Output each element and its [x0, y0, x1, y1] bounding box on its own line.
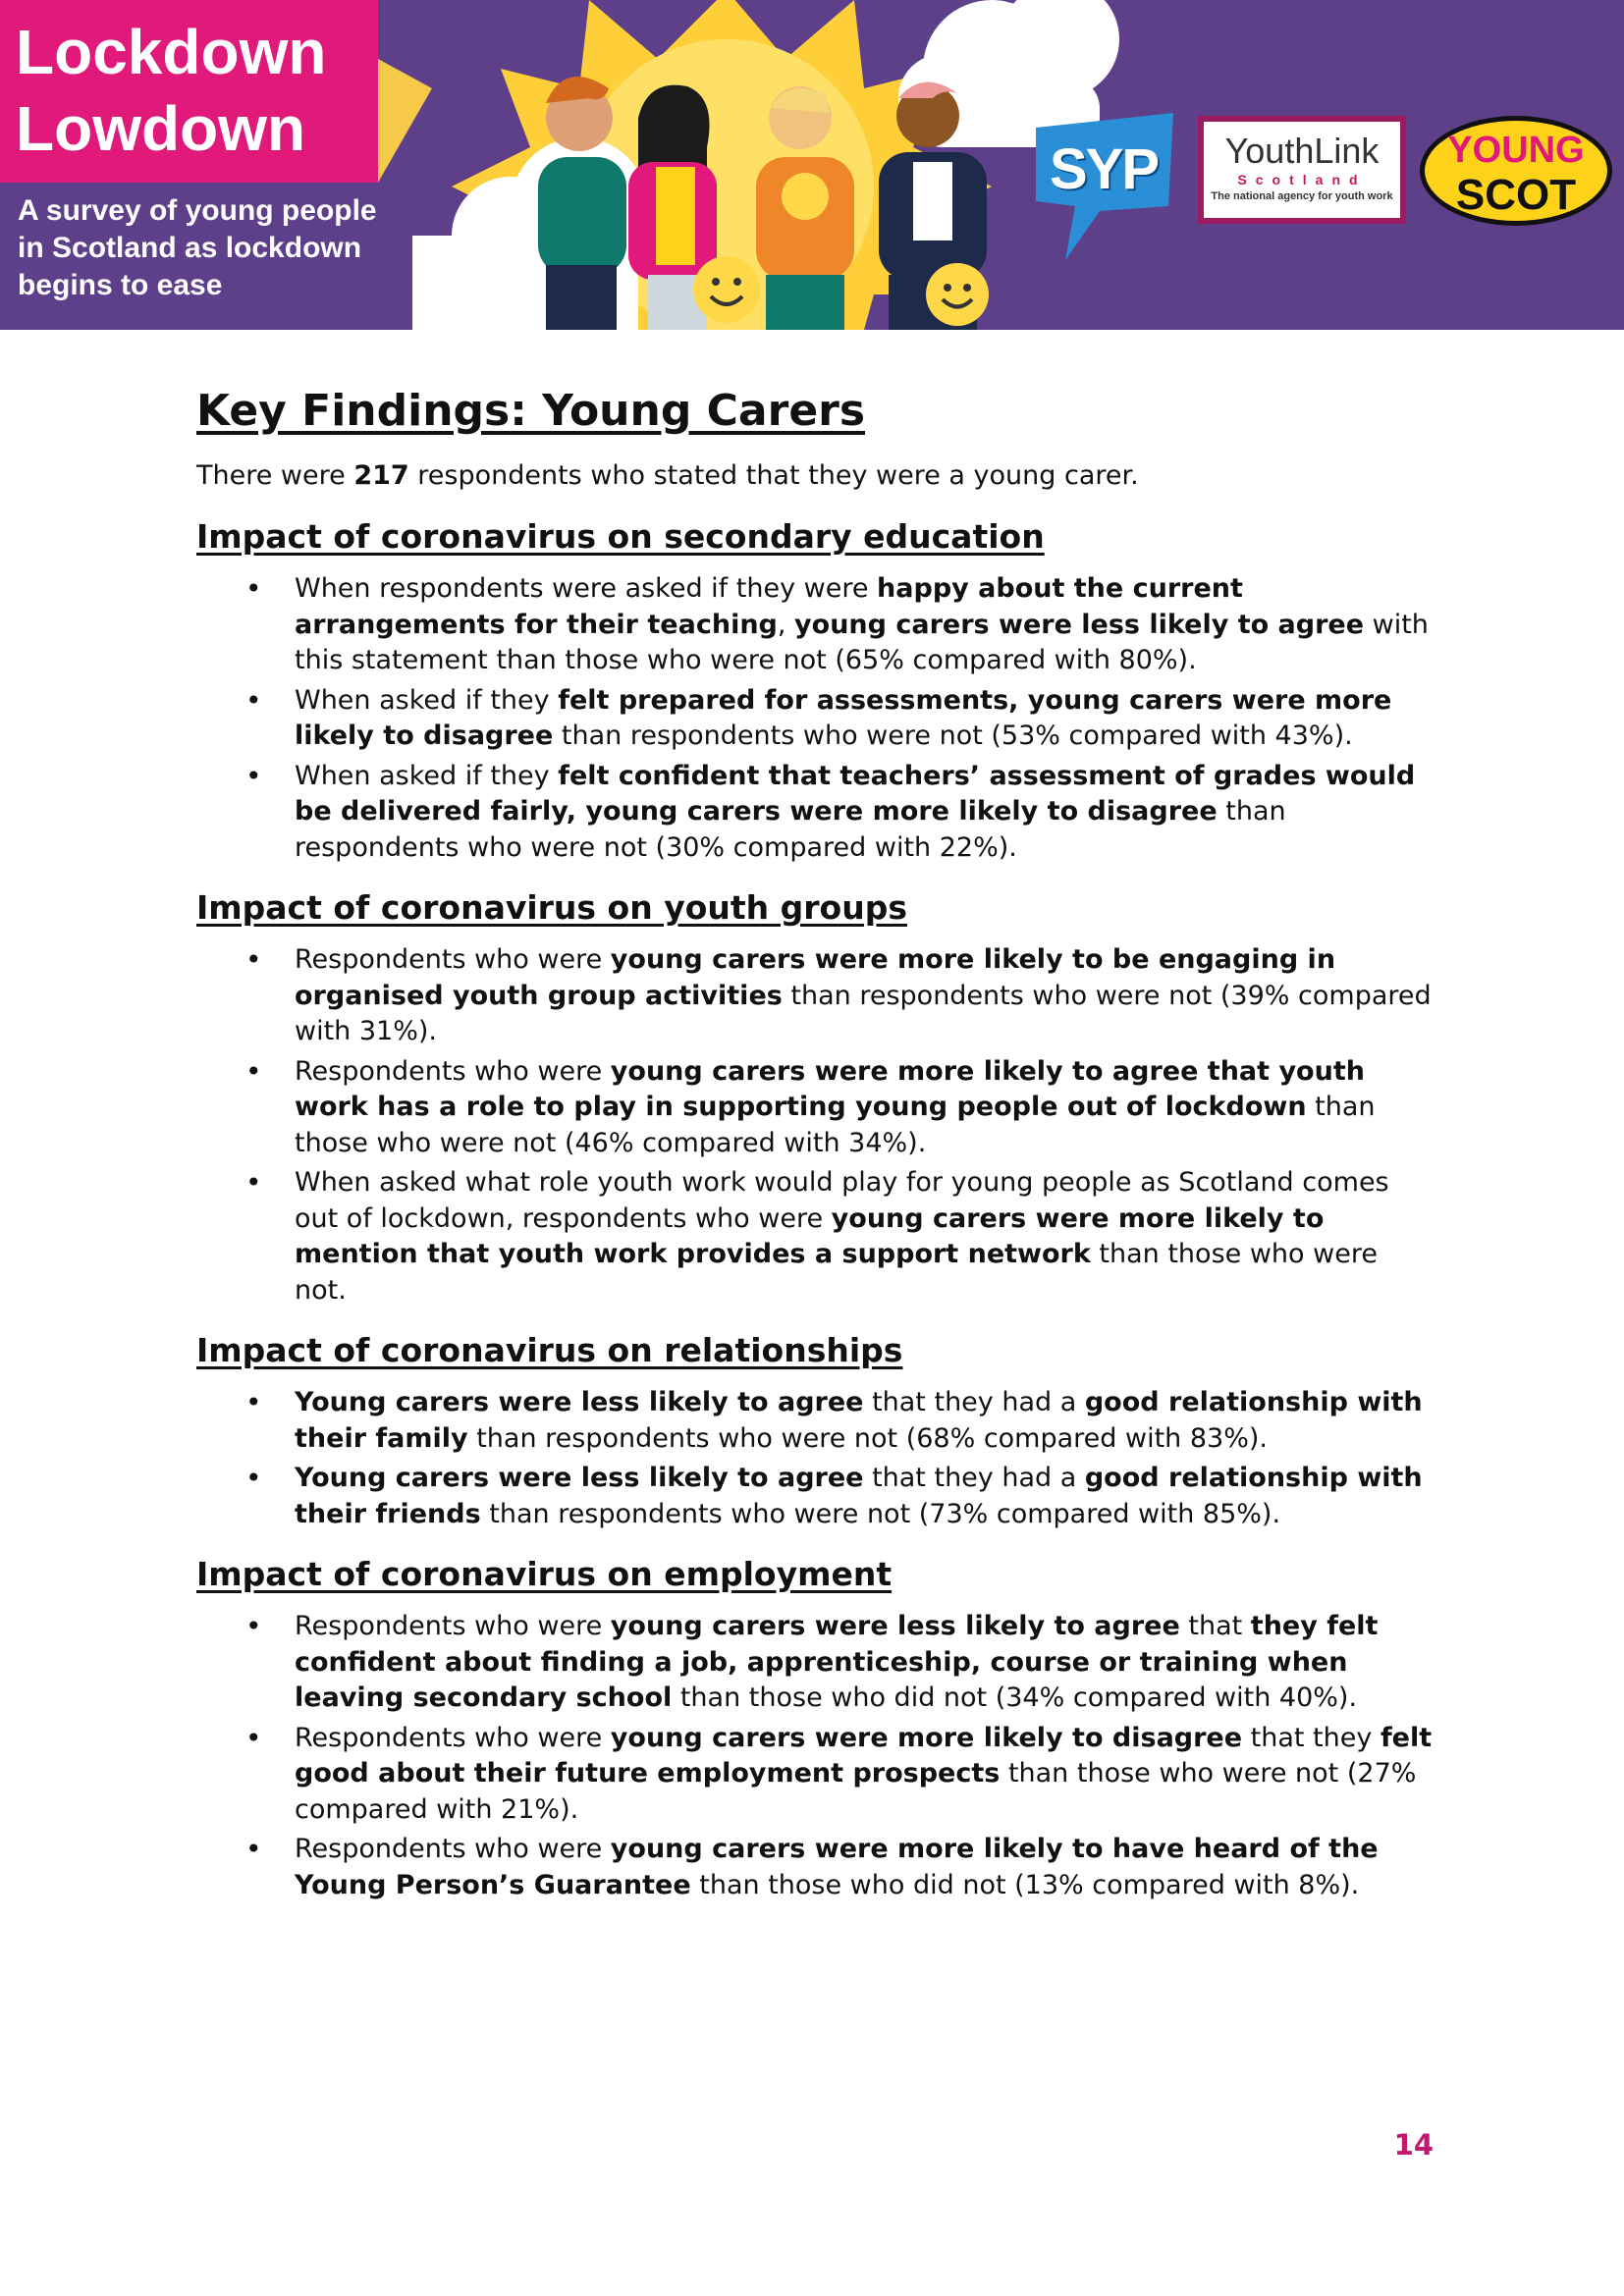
body-text: Respondents who were [295, 944, 611, 975]
emphasis-text: happy about the current arrangements for their teaching [295, 573, 1243, 640]
emphasis-text: young carers were more likely to agree that youth work has a role to play in supporting young people out of lockdown [295, 1055, 1365, 1122]
finding-item [196, 1054, 1434, 1162]
smiley-icon [693, 256, 760, 323]
banner-title [0, 0, 378, 183]
emphasis-text: Young carers were less likely to agree [295, 1387, 864, 1417]
emphasis-text: good relationship with their family [295, 1387, 1423, 1454]
youngscot-logo-young: YOUNG [1447, 130, 1585, 171]
body-text: than respondents who were not (73% compared with 85%). [480, 1498, 1281, 1529]
finding-item [196, 1385, 1434, 1457]
finding-item [196, 1609, 1434, 1717]
smiley-icon [926, 263, 989, 326]
banner-subtitle-line: begins to ease [18, 269, 223, 301]
main-content [196, 385, 1434, 1907]
youthlink-logo [1198, 116, 1406, 224]
emphasis-text: good relationship with their friends [295, 1463, 1423, 1529]
finding-item [196, 1721, 1434, 1829]
finding-item [196, 1461, 1434, 1532]
emphasis-text: young carers were more likely to have heard of the Young Person’s Guarantee [295, 1834, 1379, 1900]
body-text: with this statement than those who were not (65% compared with 80%). [295, 609, 1429, 675]
finding-item [196, 942, 1434, 1050]
intro-text: There were [196, 460, 354, 491]
finding-item [196, 1165, 1434, 1308]
header-banner [0, 0, 1624, 330]
body-text: , [777, 609, 795, 640]
body-text: that [1179, 1611, 1251, 1641]
body-text: that they had a [863, 1463, 1085, 1493]
emphasis-text: felt good about their future employment prospects [295, 1722, 1433, 1789]
youthlink-logo-scotland: Scotland [1237, 172, 1367, 187]
youngscot-logo [1420, 116, 1612, 226]
body-text: When respondents were asked if they were [295, 573, 878, 604]
emphasis-text: felt confident that teachers’ assessment of grades would be delivered fairly, young carers were more likely to disagree [295, 760, 1416, 827]
body-text: that they [1242, 1722, 1380, 1753]
findings-list [196, 571, 1434, 866]
findings-list [196, 1609, 1434, 1903]
banner-title-line: Lockdown [16, 17, 327, 87]
body-text: than those who did not (13% compared with 8%). [690, 1869, 1360, 1900]
banner-title-line: Lowdown [16, 93, 306, 164]
body-text: than those who did not (34% compared with 40%). [672, 1682, 1358, 1713]
section-heading: Impact of coronavirus on employment [196, 1555, 893, 1593]
section-youth-groups [196, 887, 1434, 1308]
emphasis-text: young carers were less likely to agree [794, 609, 1365, 640]
section-relationships [196, 1330, 1434, 1532]
emphasis-text: young carers were more likely to be engaging in organised youth group activities [295, 944, 1336, 1011]
finding-item [196, 1832, 1434, 1903]
body-text: than respondents who were not (53% compared with 43%). [553, 721, 1353, 751]
body-text: Respondents who were [295, 1834, 611, 1864]
finding-item [196, 571, 1434, 679]
emphasis-text: they felt confident about finding a job, apprenticeship, course or training when leaving secondary school [295, 1611, 1379, 1713]
banner-subtitle-line: A survey of young people [18, 194, 377, 227]
youthlink-logo-tagline: The national agency for youth work [1211, 190, 1393, 202]
body-text: than respondents who were not (68% compared with 83%). [467, 1422, 1269, 1454]
body-text: than respondents who were not (30% compared with 22%). [295, 796, 1286, 863]
page-title: Key Findings: Young Carers [196, 386, 866, 436]
section-heading: Impact of coronavirus on secondary education [196, 517, 1045, 556]
body-text: than those who were not (27% compared with 21%). [295, 1758, 1417, 1825]
banner-subtitle [18, 192, 391, 304]
emphasis-text: young carers were more likely to mention that youth work provides a support network [295, 1202, 1325, 1269]
findings-list [196, 942, 1434, 1308]
body-text: When asked what role youth work would play for young people as Scotland comes out of lockdown, respondents who were [295, 1167, 1389, 1234]
body-text: Respondents who were [295, 1722, 611, 1753]
body-text: When asked if they [295, 684, 559, 716]
body-text: When asked if they [295, 760, 559, 791]
findings-list [196, 1385, 1434, 1532]
section-secondary-education [196, 516, 1434, 866]
youngscot-logo-scot: SCOT [1455, 171, 1577, 219]
body-text: Respondents who were [295, 1055, 611, 1087]
section-heading: Impact of coronavirus on youth groups [196, 888, 907, 927]
emphasis-text: young carers were less likely to agree [610, 1611, 1180, 1641]
emphasis-text: felt prepared for assessments, young carers were more likely to disagree [295, 684, 1392, 751]
body-text: Respondents who were [295, 1611, 611, 1641]
body-text: than those who were not (46% compared with 34%). [295, 1092, 1376, 1158]
section-employment [196, 1554, 1434, 1903]
banner-subtitle-line: in Scotland as lockdown [18, 232, 362, 264]
body-text: than those who were not. [295, 1239, 1378, 1306]
respondent-count: 217 [353, 460, 409, 491]
intro-paragraph [196, 457, 1434, 495]
section-heading: Impact of coronavirus on relationships [196, 1331, 903, 1369]
syp-logo: SYP [1049, 137, 1159, 201]
body-text: than respondents who were not (39% compared with 31%). [295, 980, 1432, 1046]
finding-item [196, 759, 1434, 867]
youthlink-logo-name: YouthLink [1224, 131, 1380, 171]
body-text: that they had a [863, 1387, 1085, 1417]
emphasis-text: Young carers were less likely to agree [295, 1463, 864, 1493]
finding-item [196, 683, 1434, 755]
intro-text: respondents who stated that they were a young carer. [408, 460, 1139, 491]
page-number: 14 [1393, 2128, 1434, 2162]
emphasis-text: young carers were more likely to disagree [610, 1722, 1243, 1753]
